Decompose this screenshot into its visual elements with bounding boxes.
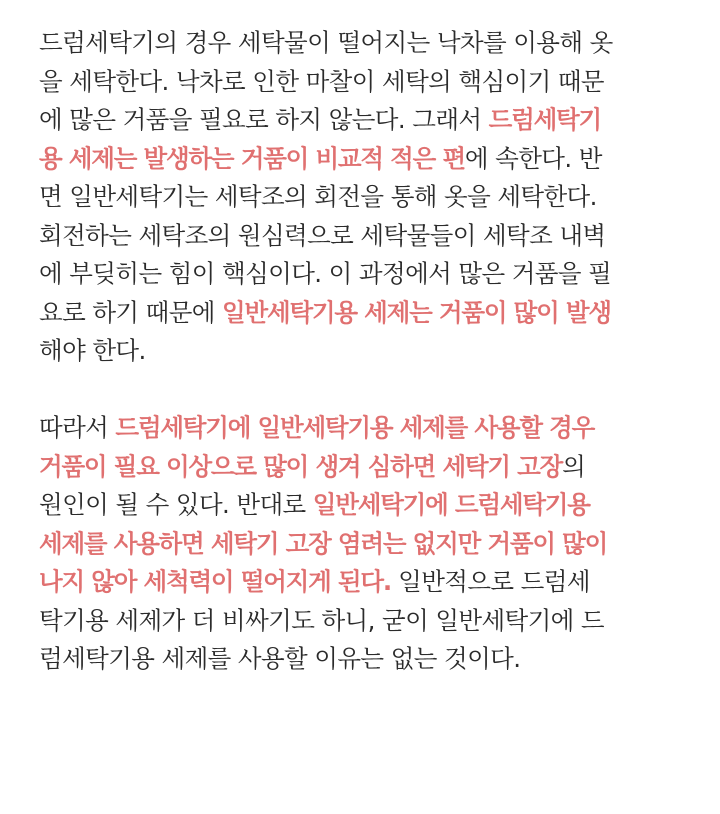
- highlighted-text: 일반세탁기에 드럼세탁기용: [312, 490, 590, 519]
- body-text: 드럼세탁기의 경우 세탁물이 떨어지는 낙차를 이용해 옷: [39, 28, 613, 57]
- highlighted-text: 드럼세탁기: [488, 105, 601, 134]
- text-line: [39, 409, 689, 448]
- highlighted-text: 거품이 필요 이상으로 많이 생겨 심하면 세탁기 고장: [39, 451, 563, 481]
- body-text: 탁기용 세제가 더 비싸기도 하니, 굳이 일반세탁기에 드: [39, 605, 604, 635]
- body-text: 에 부딪히는 힘이 핵심이다. 이 과정에서 많은 거품을 필: [39, 259, 612, 288]
- body-text: 면 일반세탁기는 세탁조의 회전을 통해 옷을 세탁한다.: [39, 182, 597, 211]
- paragraph-2: [39, 409, 689, 679]
- body-text: 의: [562, 451, 586, 481]
- text-line: [39, 294, 689, 333]
- highlighted-text: 용 세제는 발생하는 거품이 비교적 적은 편: [39, 143, 465, 173]
- paragraph-1: [39, 24, 689, 371]
- text-line: [39, 332, 689, 371]
- body-text: 일반적으로 드럼세: [390, 567, 590, 596]
- text-line: [39, 448, 689, 487]
- body-text: 따라서: [39, 413, 116, 442]
- paragraph-gap: [39, 371, 689, 410]
- text-line: [39, 24, 689, 63]
- text-line: [39, 486, 689, 525]
- text-line: [39, 101, 689, 140]
- text-line: [39, 525, 689, 564]
- text-line: [39, 217, 689, 256]
- highlighted-text: 나지 않아 세척력이 떨어지게 된다.: [39, 567, 391, 596]
- body-text: 럼세탁기용 세제를 사용할 이유는 없는 것이다.: [39, 644, 521, 673]
- highlighted-text: 세제를 사용하면 세탁기 고장 염려는 없지만 거품이 많이: [39, 528, 608, 558]
- text-line: [39, 178, 689, 217]
- body-text: 요로 하기 때문에: [39, 297, 223, 327]
- article-body: [39, 24, 689, 679]
- text-line: [39, 63, 689, 102]
- body-text: 해야 한다.: [39, 336, 146, 365]
- highlighted-text: 일반세탁기용 세제는 거품이 많이 발생: [222, 297, 611, 327]
- text-line: [39, 563, 689, 602]
- text-line: [39, 255, 689, 294]
- text-line: [39, 640, 689, 679]
- body-text: 에 많은 거품을 필요로 하지 않는다. 그래서: [39, 105, 489, 134]
- body-text: 원인이 될 수 있다. 반대로: [39, 490, 313, 519]
- text-line: [39, 602, 689, 641]
- body-text: 회전하는 세탁조의 원심력으로 세탁물들이 세탁조 내벽: [39, 220, 606, 250]
- text-line: [39, 140, 689, 179]
- body-text: 에 속한다. 반: [464, 143, 602, 173]
- body-text: 을 세탁한다. 낙차로 인한 마찰이 세탁의 핵심이기 때문: [39, 66, 604, 96]
- highlighted-text: 드럼세탁기에 일반세탁기용 세제를 사용할 경우: [115, 413, 595, 442]
